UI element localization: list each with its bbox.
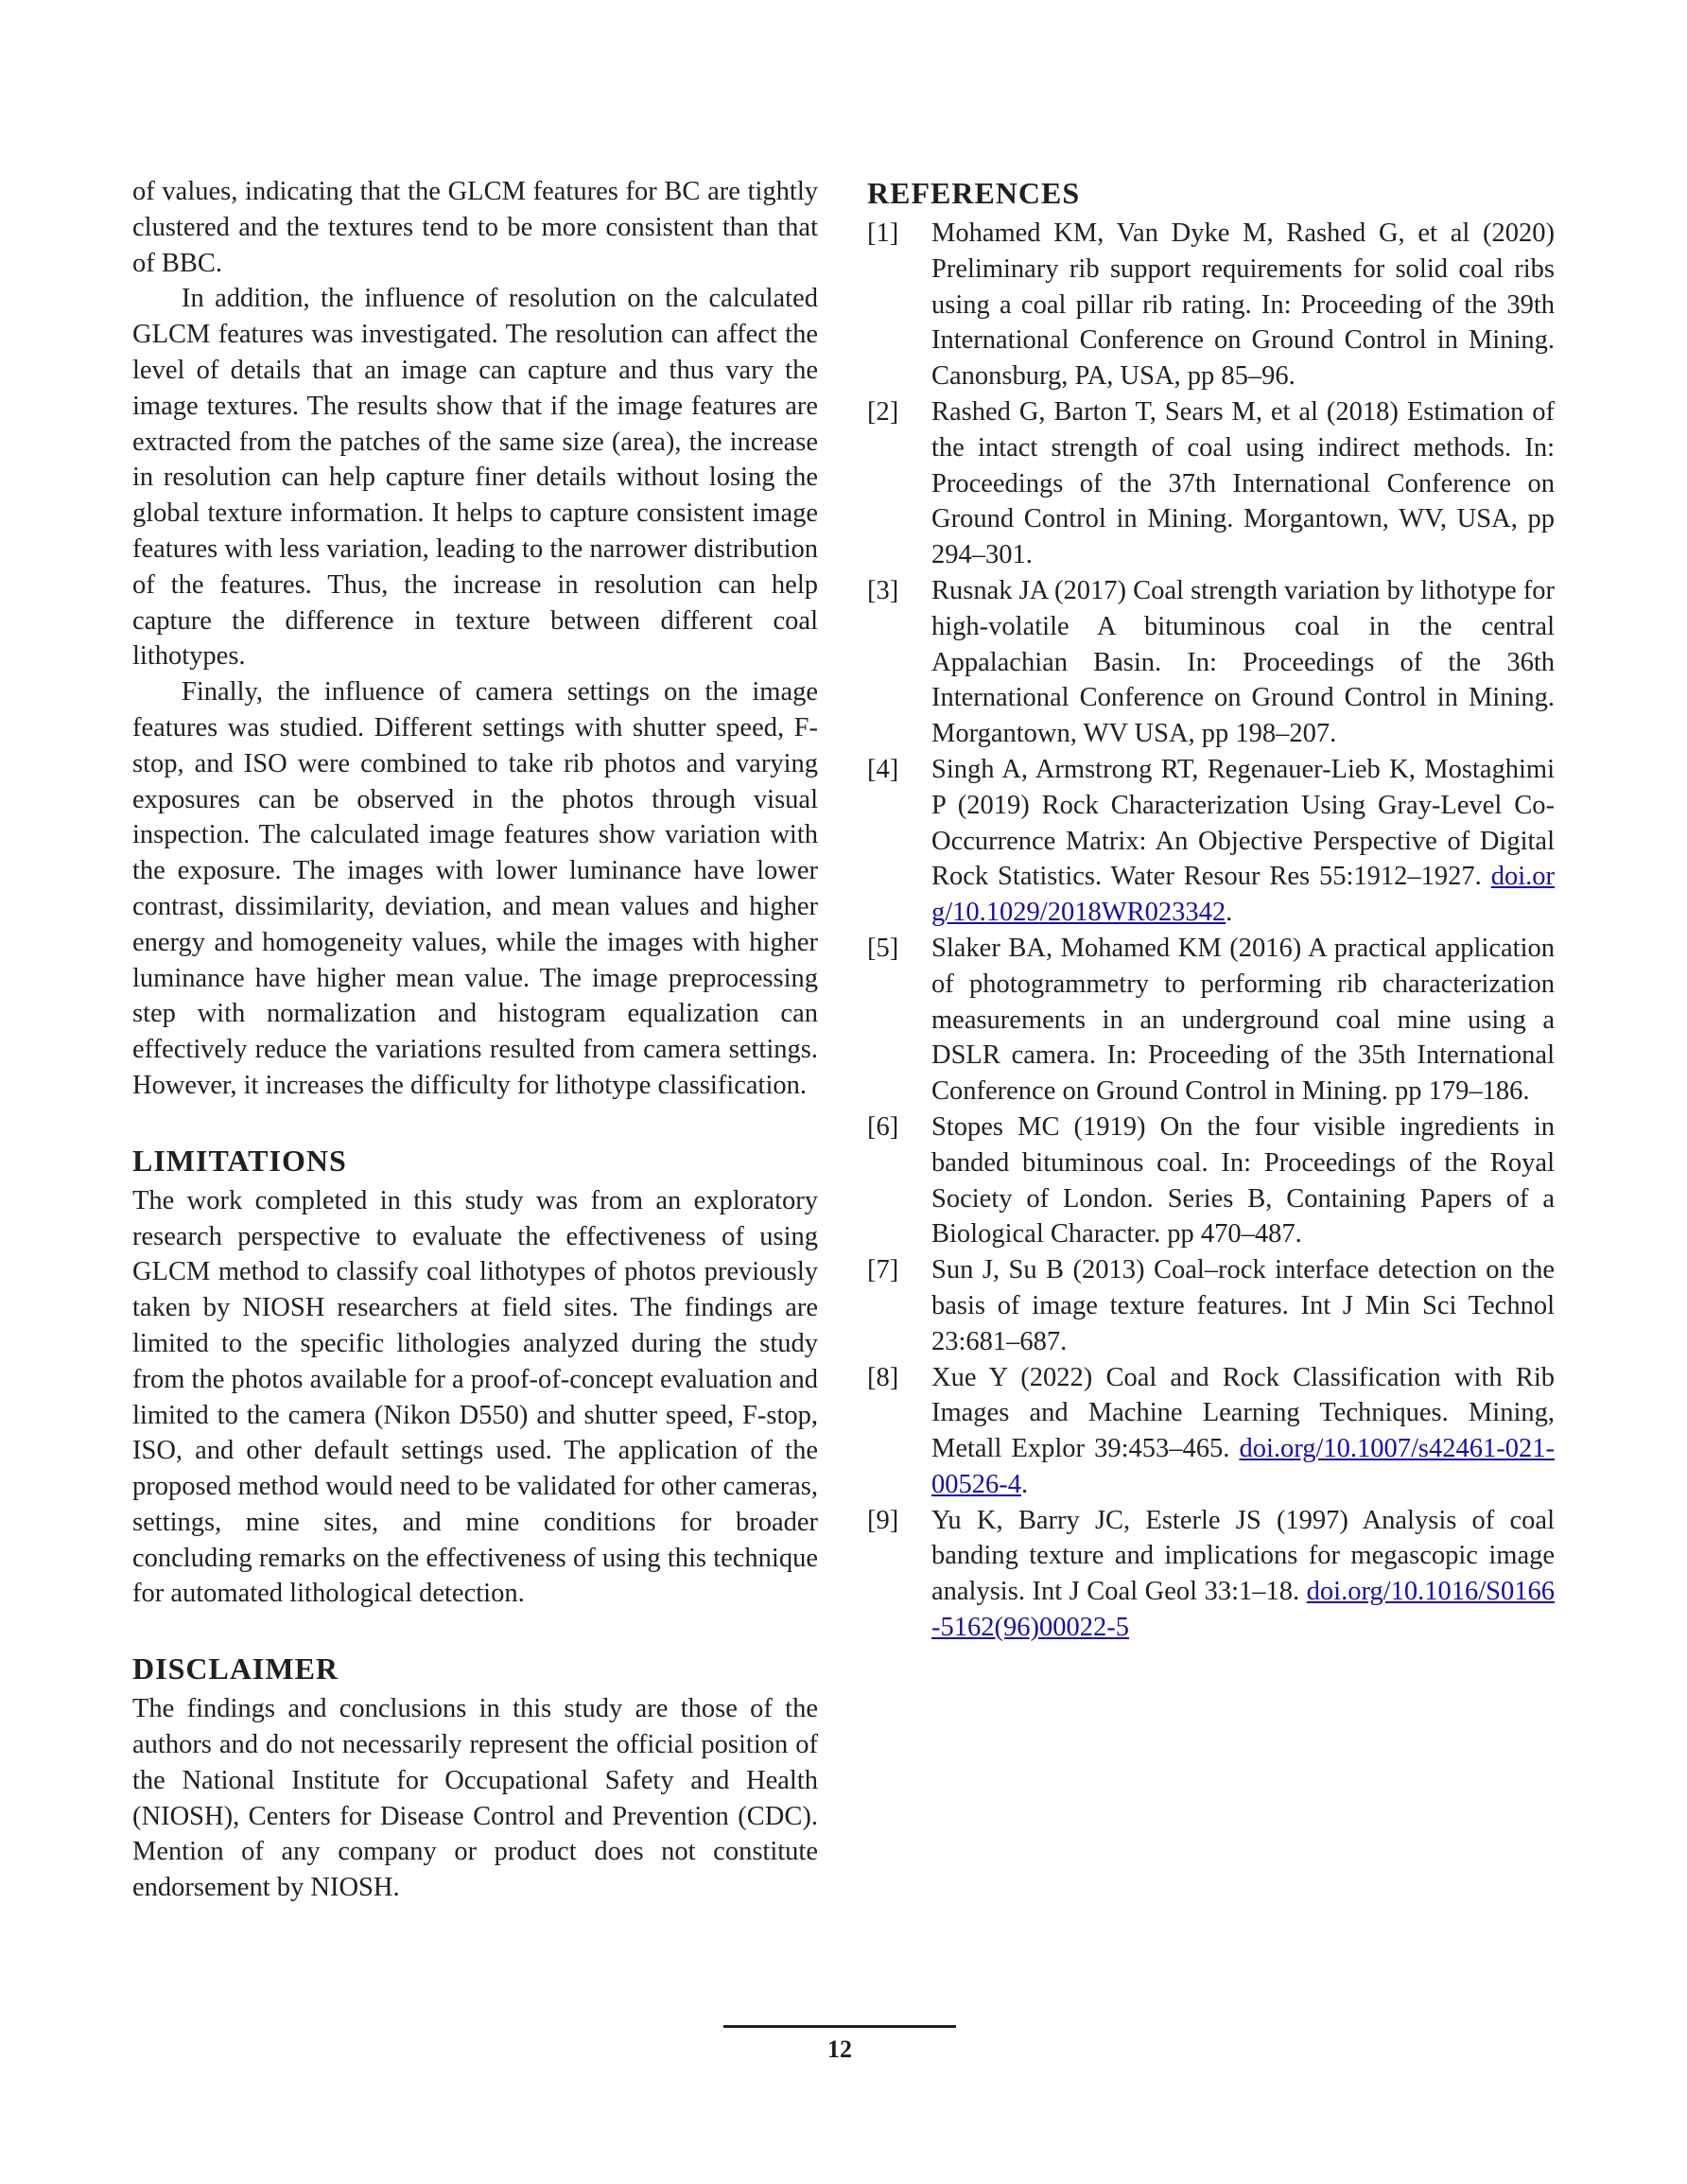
body-paragraph: of values, indicating that the GLCM features for BC are tightly clustered and the textures tend to be more consistent than that of BBC. [132, 177, 818, 278]
reference-item [867, 931, 1555, 1109]
reference-text: Xue Y (2022) Coal and Rock Classification with Rib Images and Machine Learning Techniques. Mining, Metall Explor 39:453–465. doi.org/10.1007/s42461-021-00526-4. [931, 1362, 1555, 1499]
reference-number: [7] [867, 1255, 899, 1285]
reference-number: [1] [867, 218, 899, 248]
reference-item [867, 1109, 1555, 1252]
reference-doi-link[interactable]: doi.org/10.1029/2018WR023342 [931, 862, 1555, 928]
reference-number: [6] [867, 1111, 899, 1142]
reference-number: [2] [867, 396, 899, 427]
reference-text: Mohamed KM, Van Dyke M, Rashed G, et al (2020) Preliminary rib support requirements for solid coal ribs using a coal pillar rib rating. In: Proceeding of the 39th International Conference on Ground Control in Mining. Canonsburg, PA, USA, pp 85–96. [931, 218, 1555, 392]
reference-doi-link[interactable]: doi.org/10.1016/S0166-5162(96)00022-5 [931, 1577, 1555, 1643]
reference-number: [9] [867, 1505, 899, 1535]
reference-item [867, 573, 1555, 752]
reference-number: [4] [867, 754, 899, 784]
reference-text: Rusnak JA (2017) Coal strength variation by lithotype for high-volatile A bituminous coal in the central Appalachian Basin. In: Proceedings of the 36th International Conference on Ground Control in Mining. Morgantown, WV USA, pp 198–207. [931, 575, 1555, 749]
reference-number: [8] [867, 1362, 899, 1392]
left-column [132, 174, 818, 1906]
references-heading: REFERENCES [867, 176, 1081, 210]
reference-item [867, 1360, 1555, 1503]
reference-item [867, 1503, 1555, 1646]
reference-item [867, 1252, 1555, 1359]
disclaimer-heading: DISCLAIMER [132, 1651, 339, 1686]
reference-doi-link[interactable]: doi.org/10.1007/s42461-021-00526-4 [931, 1434, 1555, 1499]
body-paragraph: Finally, the influence of camera settings on the image features was studied. Different settings with shutter speed, F-stop, and ISO were combined to take rib photos and varying exposures can be observed in the photos through visual inspection. The calculated image features show variation with the exposure. The images with lower luminance have lower contrast, dissimilarity, deviation, and mean values and higher energy and homogeneity values, while the images with higher luminance have higher mean value. The image preprocessing step with normalization and histogram equalization can effectively reduce the variations resulted from camera settings. However, it increases the difficulty for lithotype classification. [132, 677, 818, 1100]
reference-text: Yu K, Barry JC, Esterle JS (1997) Analysis of coal banding texture and implications for megascopic image analysis. Int J Coal Geol 33:1–18. doi.org/10.1016/S0166-5162(96)00022-5 [931, 1505, 1555, 1643]
limitations-text: The work completed in this study was from an exploratory research perspective to evaluate the effectiveness of using GLCM method to classify coal lithotypes of photos previously taken by NIOSH researchers at field sites. The findings are limited to the specific lithologies analyzed during the study from the photos available for a proof-of-concept evaluation and limited to the camera (Nikon D550) and shutter speed, F-stop, ISO, and other default settings used. The application of the proposed method would need to be validated for other cameras, settings, mine sites, and mine conditions for broader concluding remarks on the effectiveness of using this technique for automated lithological detection. [132, 1185, 818, 1609]
reference-item [867, 752, 1555, 931]
footer-rule [723, 2025, 956, 2028]
reference-text: Sun J, Su B (2013) Coal–rock interface detection on the basis of image texture features. Int J Min Sci Technol 23:681–687. [931, 1255, 1555, 1356]
reference-number: [5] [867, 933, 899, 963]
reference-text: Singh A, Armstrong RT, Regenauer-Lieb K, Mostaghimi P (2019) Rock Characterization Using Gray-Level Co-Occurrence Matrix: An Objective Perspective of Digital Rock Statistics. Water Resour Res 55:1912–1927. doi.org/10.1029/2018WR023342. [931, 754, 1555, 928]
body-paragraph: In addition, the influence of resolution on the calculated GLCM features was investigated. The resolution can affect the level of details that an image can capture and thus vary the image textures. The results show that if the image features are extracted from the patches of the same size (area), the increase in resolution can help capture finer details without losing the global texture information. It helps to capture consistent image features with less variation, leading to the narrower distribution of the features. Thus, the increase in resolution can help capture the difference in texture between different coal lithotypes. [132, 284, 818, 672]
reference-text: Slaker BA, Mohamed KM (2016) A practical application of photogrammetry to performing rib characterization measurements in an underground coal mine using a DSLR camera. In: Proceeding of the 35th International Conference on Ground Control in Mining. pp 179–186. [931, 933, 1555, 1107]
reference-item [867, 394, 1555, 573]
disclaimer-text: The findings and conclusions in this study are those of the authors and do not necessarily represent the official position of the National Institute for Occupational Safety and Health (NIOSH), Centers for Disease Control and Prevention (CDC). Mention of any company or product does not constitute endorsement by NIOSH. [132, 1694, 818, 1903]
reference-item [867, 216, 1555, 394]
page-number: 12 [827, 2035, 852, 2063]
references-column [867, 174, 1555, 1646]
reference-text: Rashed G, Barton T, Sears M, et al (2018) Estimation of the intact strength of coal using indirect methods. In: Proceedings of the 37th International Conference on Ground Control in Mining. Morgantown, WV, USA, pp 294–301. [931, 396, 1555, 570]
reference-text: Stopes MC (1919) On the four visible ingredients in banded bituminous coal. In: Proceedings of the Royal Society of London. Series B, Containing Papers of a Biological Character. pp 470–487. [931, 1111, 1555, 1249]
limitations-heading: LIMITATIONS [132, 1143, 347, 1178]
reference-number: [3] [867, 575, 899, 605]
